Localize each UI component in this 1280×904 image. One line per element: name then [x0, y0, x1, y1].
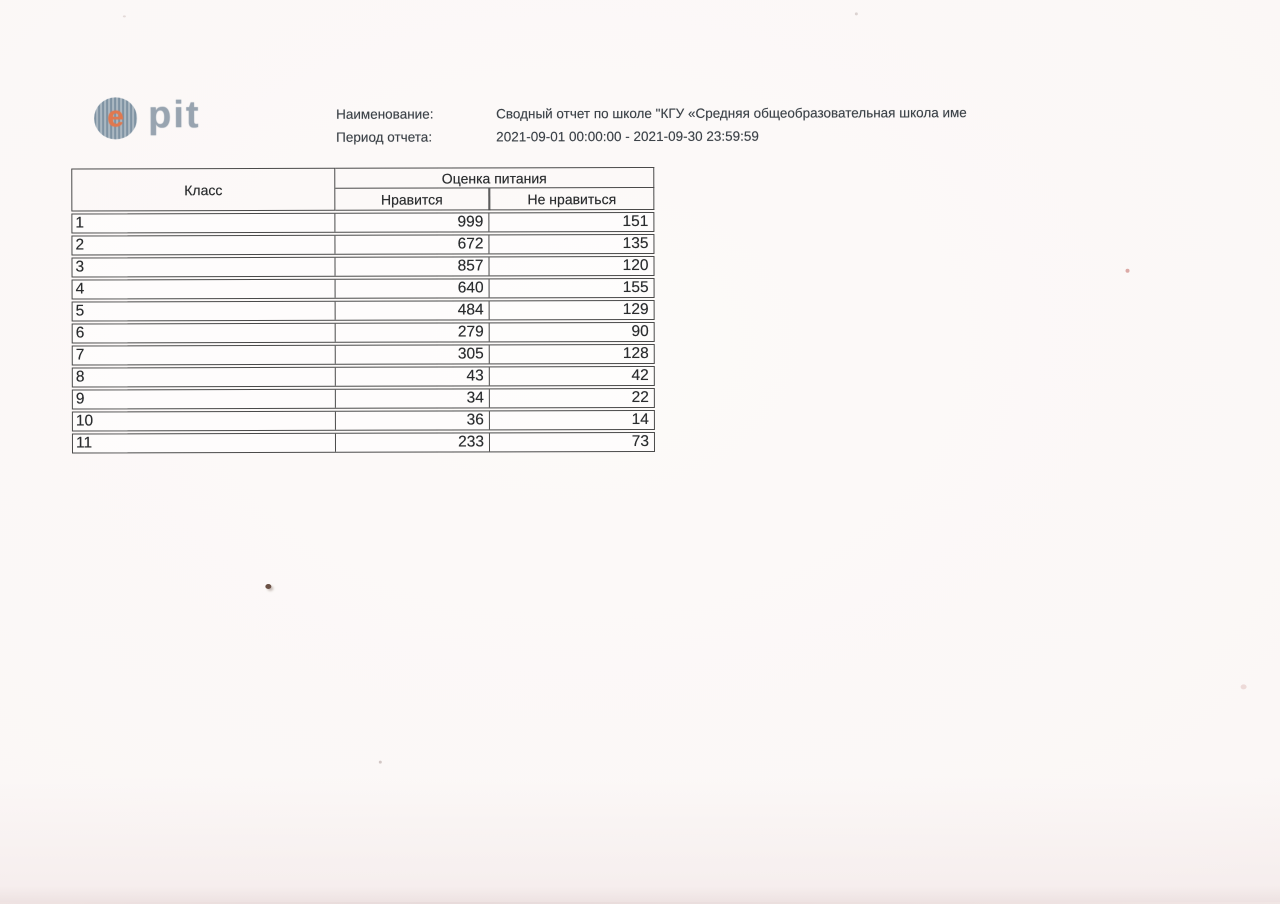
- report-meta: [336, 101, 967, 149]
- table-row: [72, 432, 655, 454]
- table-row: [71, 234, 654, 256]
- scan-speck: [855, 12, 858, 15]
- table-row: [72, 322, 655, 344]
- cell-dislike: 129: [489, 301, 654, 319]
- cell-like: 857: [334, 257, 488, 275]
- cell-class: 4: [75, 280, 85, 298]
- cell-class: 6: [75, 324, 85, 342]
- epit-logo-circle-icon: [94, 97, 137, 139]
- epit-logo: [94, 94, 201, 139]
- report-period-value: 2021-09-01 00:00:00 - 2021-09-30 23:59:59: [496, 128, 759, 145]
- cell-like: 672: [334, 235, 488, 253]
- table-row: [72, 388, 655, 410]
- cell-class: 9: [75, 390, 85, 408]
- cell-like: 484: [335, 301, 489, 319]
- table-row: [72, 344, 655, 366]
- cell-like: 34: [335, 389, 489, 407]
- meta-row-period: [336, 124, 967, 149]
- table-row: [72, 300, 655, 322]
- report-table: [71, 167, 655, 454]
- epit-logo-text: pit: [148, 94, 201, 137]
- cell-like: 640: [335, 279, 489, 297]
- header-dislike: Не нравиться: [489, 188, 654, 210]
- report-name-value: Сводный отчет по школе "КГУ «Средняя общеобразовательная школа име: [496, 105, 967, 122]
- cell-class: 1: [75, 214, 85, 232]
- cell-class: 2: [75, 236, 85, 254]
- table-row: [72, 410, 655, 432]
- report-name-label: Наименование:: [336, 106, 434, 122]
- cell-like: 279: [335, 323, 489, 341]
- cell-dislike: 90: [489, 323, 654, 341]
- header-class: Класс: [71, 168, 335, 212]
- table-row: [72, 366, 655, 388]
- cell-like: 233: [335, 433, 489, 451]
- cell-dislike: 151: [488, 213, 653, 231]
- table-body: [71, 212, 655, 454]
- table-row: [71, 212, 654, 234]
- cell-dislike: 22: [489, 389, 654, 407]
- cell-class: 10: [75, 412, 94, 430]
- header-like: Нравится: [335, 188, 489, 210]
- table-row: [72, 278, 655, 300]
- cell-like: 36: [335, 411, 489, 429]
- header-subrow: [335, 188, 654, 211]
- cell-dislike: 42: [489, 367, 654, 385]
- cell-dislike: 155: [489, 279, 654, 297]
- header-rating-group: Оценка питания: [335, 167, 654, 189]
- cell-dislike: 135: [488, 235, 653, 253]
- report-period-label: Период отчета:: [336, 129, 433, 145]
- scan-speck: [1241, 684, 1247, 689]
- cell-class: 5: [75, 302, 85, 320]
- cell-like: 305: [335, 345, 489, 363]
- scan-speck: [265, 584, 271, 589]
- cell-like: 999: [334, 213, 488, 231]
- table-row: [71, 256, 654, 278]
- cell-class: 3: [75, 258, 85, 276]
- scan-speck: [379, 761, 382, 764]
- cell-class: 8: [75, 368, 85, 386]
- cell-dislike: 73: [489, 433, 654, 451]
- epit-logo-e: e: [107, 100, 125, 134]
- table-header: [71, 167, 654, 212]
- cell-dislike: 120: [488, 257, 653, 275]
- cell-dislike: 128: [489, 345, 654, 363]
- scan-speck: [123, 15, 126, 17]
- header-right-group: [335, 167, 654, 211]
- scan-speck: [1126, 269, 1130, 273]
- cell-like: 43: [335, 367, 489, 385]
- meta-row-name: [336, 101, 967, 126]
- cell-dislike: 14: [489, 411, 654, 429]
- cell-class: 11: [75, 434, 93, 452]
- cell-class: 7: [75, 346, 85, 364]
